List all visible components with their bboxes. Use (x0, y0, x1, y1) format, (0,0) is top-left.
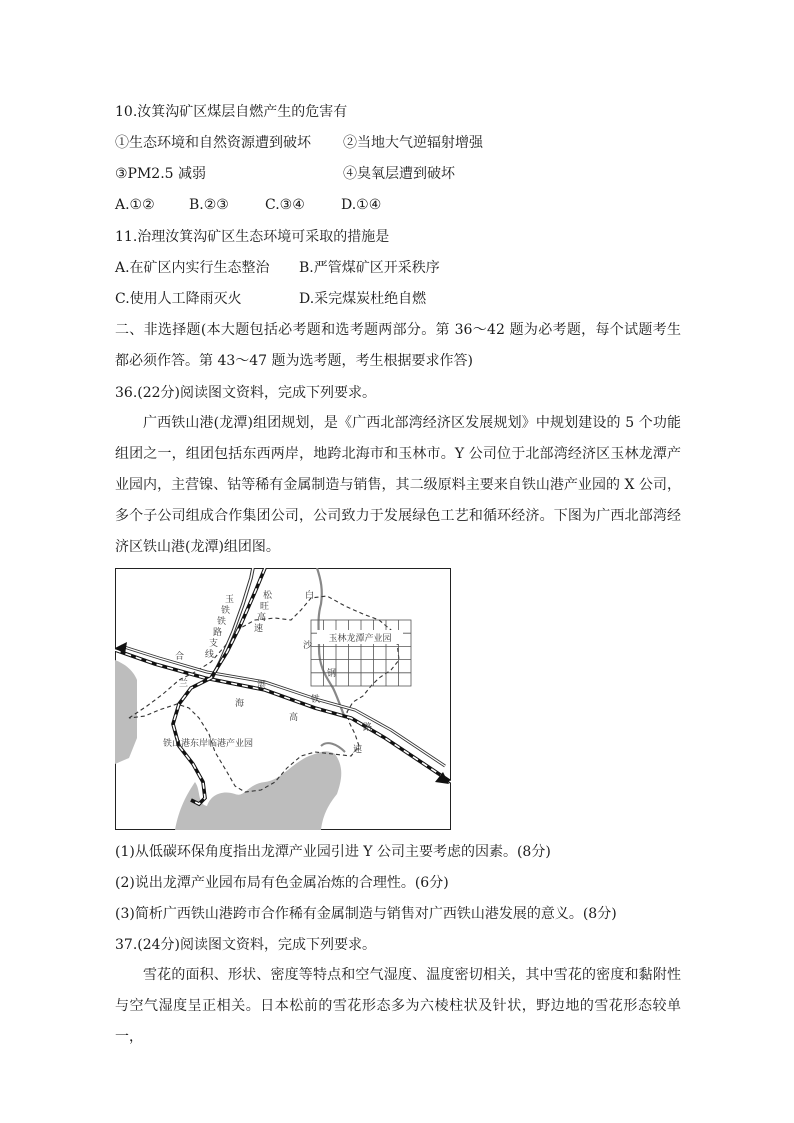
svg-text:线: 线 (205, 650, 215, 660)
svg-text:铁: 铁 (217, 617, 227, 627)
section-2-heading: 二、非选择题(本大题包括必考题和选考题两部分。第 36～42 题为必考题，每个试题考生都必须作答。第 43～47 题为选考题，考生根据要求作答) (115, 322, 681, 369)
q36-question-1: (1)从低碳环保角度指出龙潭产业园引进 Y 公司主要考虑的因素。(8分) (115, 844, 551, 860)
svg-text:速: 速 (353, 745, 363, 755)
q36-material: 广西铁山港(龙潭)组团规划，是《广西北部湾经济区发展规划》中规划建设的 5 个功能组团之一，组团包括东西两岸，地跨北海市和玉林市。Y 公司位于北部湾经济区玉林龙潭产业园内，主营镍、钴等稀有金属制造与销售，其二级原料主要来自铁山港产业园的 X 公司，多个子公司组成合作集团公司，公司致力于发展绿色工艺和循环经济。下图为广西北部湾经济区铁山港(龙潭)组团图。 (115, 415, 681, 555)
q10-item-2: ②当地大气逆辐射增强 (343, 135, 483, 151)
svg-text:路: 路 (363, 723, 373, 733)
q10-option-d: D.①④ (341, 197, 382, 213)
q10-item-1: ①生态环境和自然资源遭到破坏 (115, 135, 311, 151)
svg-text:兰: 兰 (179, 679, 189, 689)
tieshan-port-map (115, 568, 451, 830)
svg-text:旺: 旺 (260, 602, 270, 612)
q10-option-a: A.①② (115, 197, 155, 213)
q10-item-4: ④臭氧层遭到破坏 (343, 166, 455, 182)
q37-stem: 37.(24分)阅读图文资料，完成下列要求。 (115, 937, 377, 953)
q11-option-d: D.采完煤炭杜绝自燃 (299, 291, 427, 307)
svg-text:铁: 铁 (221, 606, 231, 616)
svg-text:湛: 湛 (257, 681, 267, 691)
q11-option-c: C.使用人工降雨灭火 (115, 291, 242, 307)
svg-text:路: 路 (213, 628, 223, 638)
q10-item-3: ③PM2.5 减弱 (115, 166, 207, 182)
q10-option-b: B.②③ (189, 197, 229, 213)
svg-text:速: 速 (254, 624, 264, 634)
q11-option-b: B.严管煤矿区开采秩序 (299, 260, 440, 276)
q36-question-2: (2)说出龙潭产业园布局有色金属冶炼的合理性。(6分) (115, 875, 449, 891)
tieshan-east-label: 铁山港东岸临港产业园 (163, 739, 254, 749)
q10-option-c: C.③④ (265, 197, 305, 213)
yulin-longtan-label: 玉林龙潭产业园 (328, 634, 392, 644)
q10-stem: 10.汝箕沟矿区煤层自燃产生的危害有 (115, 104, 348, 120)
svg-text:沙: 沙 (303, 641, 313, 651)
svg-text:铁: 铁 (311, 695, 321, 705)
q11-stem: 11.治理汝箕沟矿区生态环境可采取的措施是 (115, 229, 390, 245)
svg-text:高: 高 (257, 613, 267, 623)
svg-text:支: 支 (209, 639, 219, 649)
q11-option-a: A.在矿区内实行生态整治 (115, 260, 270, 276)
q36-question-3: (3)简析广西铁山港跨市合作稀有金属制造与销售对广西铁山港发展的意义。(8分) (115, 906, 617, 922)
svg-text:白: 白 (305, 591, 315, 601)
svg-text:松: 松 (263, 591, 273, 601)
svg-text:高: 高 (289, 713, 299, 723)
svg-text:海: 海 (235, 699, 245, 709)
svg-text:钢: 钢 (327, 669, 337, 679)
q37-material: 雪花的面积、形状、密度等特点和空气湿度、温度密切相关，其中雪花的密度和黏附性与空气湿度呈正相关。日本松前的雪花形态多为六棱柱状及针状，野边地的雪花形态较单一， (115, 967, 681, 1045)
svg-text:玉: 玉 (225, 595, 235, 605)
q36-stem: 36.(22分)阅读图文资料，完成下列要求。 (115, 385, 377, 401)
svg-text:合: 合 (175, 652, 185, 662)
